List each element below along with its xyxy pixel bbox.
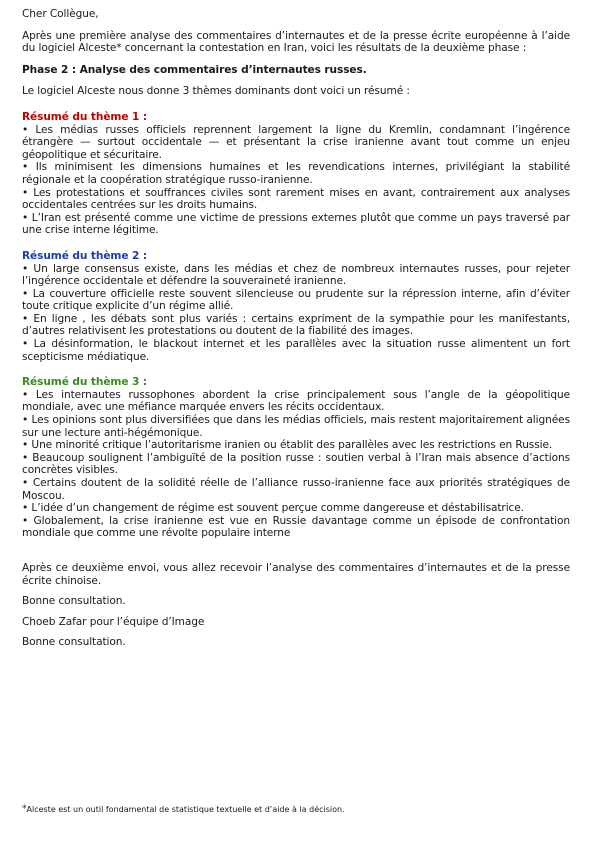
theme2-bullets (22, 263, 570, 364)
theme2-bullet-1: • Un large consensus existe, dans les médias et chez de nombreux internautes russes, pour rejeter l’ingérence occidentale et défendre la souveraineté iranienne. (22, 262, 570, 288)
theme3-bullet-1: • Les internautes russophones abordent la crise principalement sous l’angle de la géopolitique mondiale, avec une méfiance marquée envers les récits occidentaux. (22, 388, 570, 414)
intro-paragraph: Après une première analyse des commentaires d’internautes et de la presse écrite européenne à l’aide du logiciel Alceste* concernant la contestation en Iran, voici les résultats de la deuxième phase : (22, 29, 570, 55)
theme1-bullet-2: • Ils minimisent les dimensions humaines et les revendications internes, privilégiant la stabilité régionale et la coopération stratégique russo-iranienne. (22, 161, 570, 186)
salutation: Cher Collègue, (22, 8, 99, 20)
theme1-bullet-4: • L’Iran est présenté comme une victime de pressions externes plutôt que comme un pays traversé par une crise interne légitime. (22, 211, 570, 237)
closing-paragraph: Après ce deuxième envoi, vous allez recevoir l’analyse des commentaires d’internautes et de la presse écrite chinoise. (22, 561, 570, 587)
signature: Choeb Zafar pour l’équipe d’Image (22, 615, 205, 628)
theme3-bullet-6: • L’idée d’un changement de régime est souvent perçue comme dangereuse et déstabilisatrice. (22, 502, 524, 515)
theme2-bullet-2: • La couverture officielle reste souvent silencieuse ou prudente sur la répression interne, afin d’éviter toute critique explicite d’un régime allié. (22, 287, 570, 313)
phase-heading: Phase 2 : Analyse des commentaires d’internautes russes. (22, 63, 367, 76)
footnote (22, 804, 345, 815)
theme3-bullet-5: • Certains doutent de la solidité réelle de l’alliance russo-iranienne face aux priorités stratégiques de Moscou. (22, 477, 570, 502)
theme1-bullet-3: • Les protestations et souffrances civiles sont rarement mises en avant, contrairement aux analyses occidentales centrées sur les droits humains. (22, 186, 570, 212)
theme1-bullet-1: • Les médias russes officiels reprennent largement la ligne du Kremlin, condamnant l’ingérence étrangère — surtout occidentale — et présentant la crise iranienne avant tout comme un enjeu géopolitique et sécuritaire. (22, 123, 570, 161)
sign-off-second: Bonne consultation. (22, 636, 126, 649)
theme2-bullet-3: • En ligne , les débats sont plus variés : certains expriment de la sympathie pour les manifestants, d’autres relativisent les protestations ou doutent de la fiabilité des images. (22, 312, 570, 338)
theme1-title: Résumé du thème 1 : (22, 110, 148, 123)
sign-off-first: Bonne consultation. (22, 595, 126, 608)
letter-body (22, 8, 570, 649)
theme2-title: Résumé du thème 2 : (22, 249, 148, 262)
summary-intro: Le logiciel Alceste nous donne 3 thèmes dominants dont voici un résumé : (22, 85, 410, 98)
theme3-bullet-2: • Les opinions sont plus diversifiées que dans les médias officiels, mais restent majoritairement alignées sur une lecture anti-hégémonique. (22, 414, 570, 439)
theme3-title: Résumé du thème 3 : (22, 376, 148, 389)
theme2-bullet-4: • La désinformation, le blackout internet et les parallèles avec la situation russe alimentent un fort scepticisme médiatique. (22, 338, 570, 363)
footnote-text: Alceste est un outil fondamental de statistique textuelle et d’aide à la décision. (26, 805, 345, 814)
theme3-bullet-7: • Globalement, la crise iranienne est vue en Russie davantage comme un épisode de confrontation mondiale que comme une révolte populaire interne (22, 514, 570, 540)
theme1-bullets (22, 124, 570, 237)
footnote-marker: * (22, 804, 27, 814)
theme3-bullet-4: • Beaucoup soulignent l’ambiguïté de la position russe : soutien verbal à l’Iran mais absence d’actions concrètes visibles. (22, 451, 570, 477)
theme3-bullets (22, 389, 570, 540)
theme3-bullet-3: • Une minorité critique l’autoritarisme iranien ou établit des parallèles avec les restrictions en Russie. (22, 439, 553, 452)
